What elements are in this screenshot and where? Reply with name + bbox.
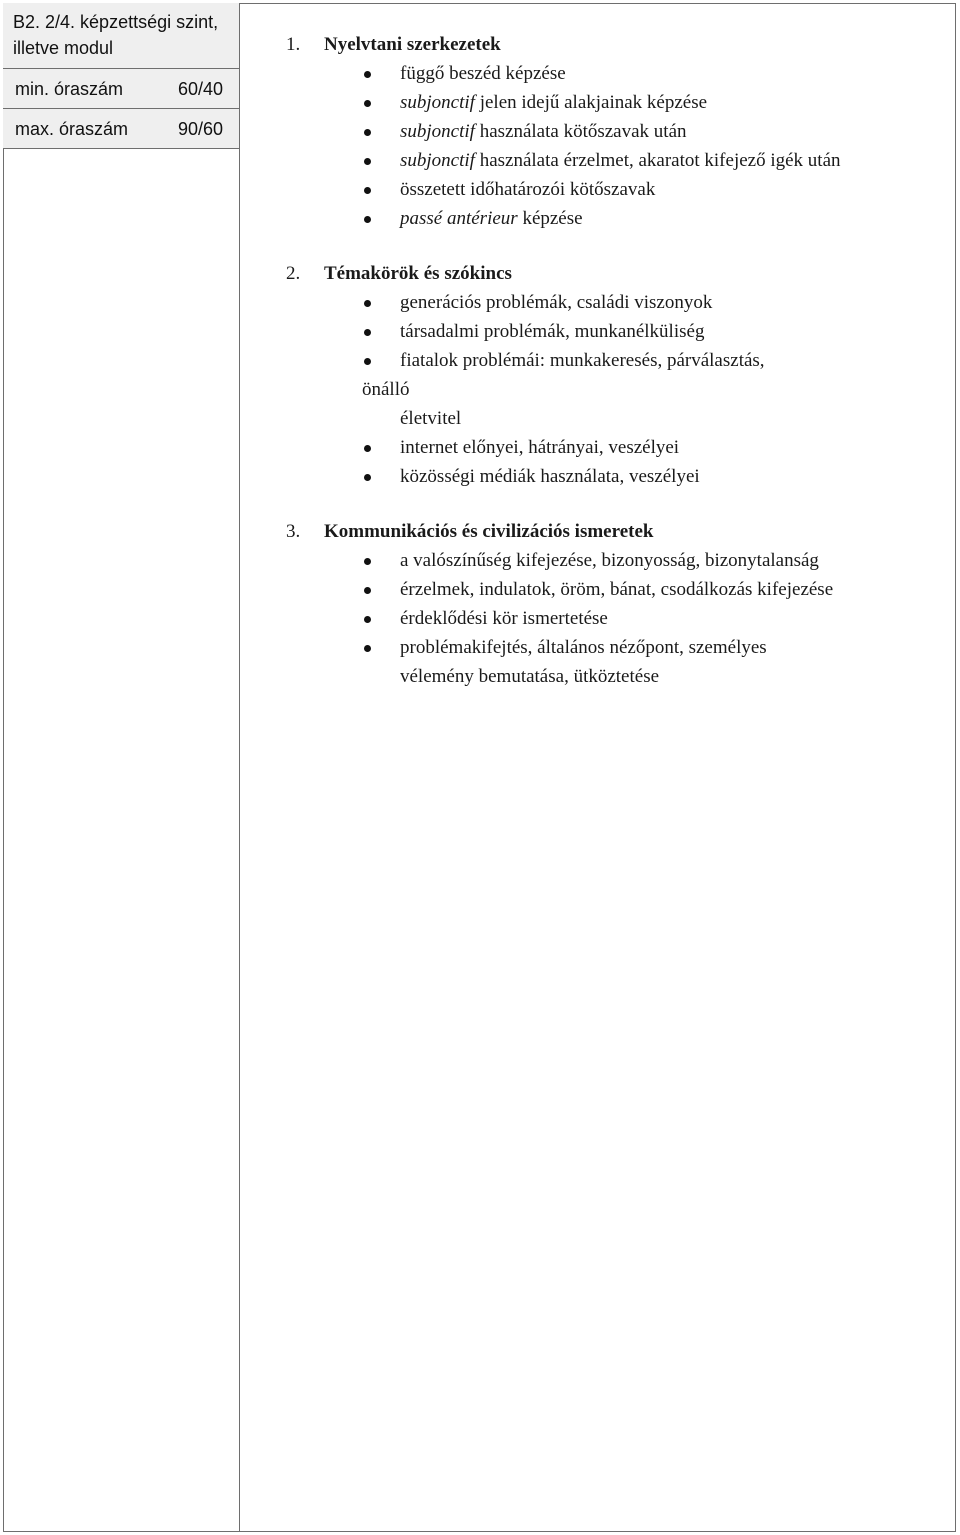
list-item: [286, 59, 946, 88]
bullet-icon: [364, 216, 371, 223]
list-item: [286, 288, 946, 317]
item-text: fiatalok problémái: munkakeresés, párválasztás,: [400, 350, 765, 371]
item-text: használata kötőszavak után: [474, 121, 687, 142]
bullet-icon: [364, 474, 371, 481]
item-text: függő beszéd képzése: [400, 63, 566, 84]
max-hours-label: max. óraszám: [15, 119, 129, 139]
bullet-icon: [364, 129, 371, 136]
section-grammar: [286, 30, 946, 233]
bullet-icon: [364, 558, 371, 565]
content-area: [286, 30, 946, 717]
section-title: Nyelvtani szerkezetek: [324, 34, 501, 55]
item-text: generációs problémák, családi viszonyok: [400, 292, 713, 313]
bullet-icon: [364, 329, 371, 336]
list-item: [286, 317, 946, 346]
section-title: Témakörök és szókincs: [324, 263, 512, 284]
module-title: B2. 2/4. képzettségi szint, illetve modul: [3, 3, 239, 69]
section-communication: [286, 517, 946, 691]
item-text: problémakifejtés, általános nézőpont, személyes: [400, 637, 767, 658]
italic-term: subjonctif: [400, 150, 475, 171]
bullet-icon: [364, 71, 371, 78]
bullet-list: [286, 288, 946, 375]
list-item: [286, 433, 946, 462]
list-item: [286, 575, 946, 604]
list-item: [286, 204, 946, 233]
max-hours-row: [3, 109, 239, 149]
bullet-icon: [364, 645, 371, 652]
max-hours-value: 90/60: [178, 119, 224, 139]
list-item: [286, 117, 946, 146]
section-heading: [286, 517, 946, 546]
bullet-icon: [364, 100, 371, 107]
bullet-icon: [364, 300, 371, 307]
list-item: [286, 462, 946, 491]
list-item: [286, 88, 946, 117]
list-item: [286, 633, 946, 662]
list-item: [286, 346, 946, 375]
section-number: 2.: [286, 263, 301, 284]
item-text: társadalmi problémák, munkanélküliség: [400, 321, 705, 342]
min-hours-label: min. óraszám: [15, 79, 124, 99]
item-text: érzelmek, indulatok, öröm, bánat, csodálkozás kifejezése: [400, 579, 834, 600]
wrapped-text: életvitel: [400, 408, 462, 429]
min-hours-row: [3, 69, 239, 109]
bullet-list: [286, 59, 946, 233]
bullet-icon: [364, 445, 371, 452]
item-text: érdeklődési kör ismertetése: [400, 608, 608, 629]
section-number: 1.: [286, 34, 301, 55]
italic-term: subjonctif: [400, 121, 475, 142]
bullet-icon: [364, 187, 371, 194]
min-hours-value: 60/40: [178, 79, 224, 99]
list-item: [286, 175, 946, 204]
italic-term: subjonctif: [400, 92, 475, 113]
wrapped-text: vélemény bemutatása, ütköztetése: [400, 666, 660, 687]
bullet-list: [286, 546, 946, 662]
left-column: [3, 3, 240, 1532]
bullet-icon: [364, 358, 371, 365]
item-text: internet előnyei, hátrányai, veszélyei: [400, 437, 680, 458]
section-title: Kommunikációs és civilizációs ismeretek: [324, 521, 654, 542]
bullet-list: [286, 433, 946, 491]
italic-term: passé antérieur: [400, 208, 518, 229]
bullet-icon: [364, 616, 371, 623]
list-item: [286, 146, 946, 175]
section-heading: [286, 259, 946, 288]
wrapped-text: önálló: [362, 379, 410, 400]
item-text: képzése: [517, 208, 583, 229]
section-topics: [286, 259, 946, 491]
section-number: 3.: [286, 521, 301, 542]
item-text: jelen idejű alakjainak képzése: [474, 92, 708, 113]
item-text: használata érzelmet, akaratot kifejező igék után: [474, 150, 841, 171]
list-item: [286, 546, 946, 575]
bullet-icon: [364, 587, 371, 594]
bullet-icon: [364, 158, 371, 165]
list-item: [286, 604, 946, 633]
item-text: a valószínűség kifejezése, bizonyosság, bizonytalanság: [400, 550, 819, 571]
item-text: közösségi médiák használata, veszélyei: [400, 466, 700, 487]
section-heading: [286, 30, 946, 59]
item-text: összetett időhatározói kötőszavak: [400, 179, 656, 200]
